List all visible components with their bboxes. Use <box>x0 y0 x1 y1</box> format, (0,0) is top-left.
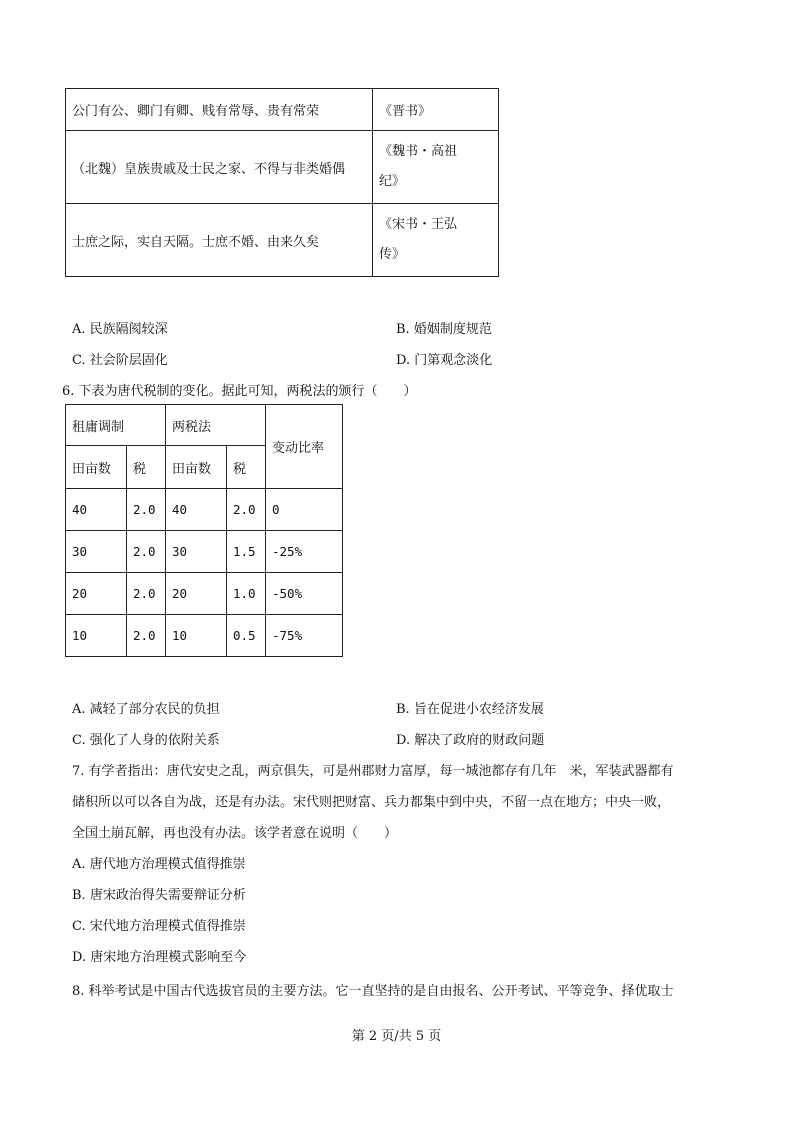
cell: 30 <box>66 531 127 573</box>
cell: 40 <box>66 489 127 531</box>
subheader-tax: 税 <box>227 446 266 489</box>
source-line: 纪》 <box>379 174 406 189</box>
q5-option-a[interactable]: A. 民族隔阂较深 <box>72 322 168 337</box>
cell: 40 <box>166 489 227 531</box>
source-line: 《宋书・王弘 <box>379 217 458 232</box>
cell: 2.0 <box>127 531 166 573</box>
source-table <box>65 88 499 277</box>
q5-option-b[interactable]: B. 婚姻制度规范 <box>396 322 492 337</box>
tax-table <box>65 404 343 657</box>
cell: 30 <box>166 531 227 573</box>
table-cell-source <box>373 204 499 277</box>
header-liangshui: 两税法 <box>166 405 266 446</box>
header-change: 变动比率 <box>266 405 343 489</box>
q5-option-d[interactable]: D. 门第观念淡化 <box>396 353 493 368</box>
cell: 10 <box>166 615 227 657</box>
q7-stem-line: 7. 有学者指出：唐代安史之乱，两京俱失，可是州郡财力富厚，每一城池都存有几年 米，军装武器都有 <box>72 764 674 779</box>
table-row <box>66 131 499 204</box>
cell: -25% <box>266 531 343 573</box>
cell: 1.5 <box>227 531 266 573</box>
q7-stem-line: 全国土崩瓦解，再也没有办法。该学者意在说明（ ） <box>72 826 398 841</box>
source-line: 传》 <box>379 247 406 262</box>
cell: 0 <box>266 489 343 531</box>
cell: 20 <box>66 573 127 615</box>
q8-stem-line: 8. 科举考试是中国古代选拔官员的主要方法。它一直坚持的是自由报名、公开考试、平等竞争、择优取士 <box>72 984 674 999</box>
table-row <box>66 573 343 615</box>
q6-option-d[interactable]: D. 解决了政府的财政问题 <box>396 733 545 748</box>
cell: 2.0 <box>127 489 166 531</box>
table-row <box>66 89 499 131</box>
cell: 0.5 <box>227 615 266 657</box>
table-cell-source: 《晋书》 <box>373 89 499 131</box>
table-cell-source <box>373 131 499 204</box>
cell: 2.0 <box>127 573 166 615</box>
q6-option-b[interactable]: B. 旨在促进小农经济发展 <box>396 702 544 717</box>
q7-option-b[interactable]: B. 唐宋政治得失需要辩证分析 <box>72 888 246 903</box>
q5-option-c[interactable]: C. 社会阶层固化 <box>72 353 168 368</box>
cell: -75% <box>266 615 343 657</box>
cell: 20 <box>166 573 227 615</box>
cell: 2.0 <box>127 615 166 657</box>
cell: 2.0 <box>227 489 266 531</box>
cell: 10 <box>66 615 127 657</box>
source-line: 《魏书・高祖 <box>379 144 458 159</box>
cell: -50% <box>266 573 343 615</box>
table-row <box>66 489 343 531</box>
table-row <box>66 204 499 277</box>
cell: 1.0 <box>227 573 266 615</box>
subheader-acres: 田亩数 <box>66 446 127 489</box>
q7-stem-line: 储积所以可以各自为战，还是有办法。宋代则把财富、兵力都集中到中央，不留一点在地方；中央一败， <box>72 795 671 810</box>
subheader-acres: 田亩数 <box>166 446 227 489</box>
q7-option-a[interactable]: A. 唐代地方治理模式值得推崇 <box>72 857 246 872</box>
table-header-row <box>66 405 343 446</box>
table-cell-text: （北魏）皇族贵戚及士民之家、不得与非类婚偶 <box>66 131 373 204</box>
q6-stem: 6. 下表为唐代税制的变化。据此可知，两税法的颁行（ ） <box>62 384 417 399</box>
header-zuyong: 租庸调制 <box>66 405 166 446</box>
subheader-tax: 税 <box>127 446 166 489</box>
q7-option-c[interactable]: C. 宋代地方治理模式值得推崇 <box>72 919 246 934</box>
q6-option-c[interactable]: C. 强化了人身的依附关系 <box>72 733 220 748</box>
q7-option-d[interactable]: D. 唐宋地方治理模式影响至今 <box>72 950 247 965</box>
q6-option-a[interactable]: A. 减轻了部分农民的负担 <box>72 702 220 717</box>
page-number: 第 2 页/共 5 页 <box>351 1029 442 1044</box>
table-row <box>66 615 343 657</box>
table-cell-text: 士庶之际，实自天隔。士庶不婚、由来久矣 <box>66 204 373 277</box>
table-row <box>66 531 343 573</box>
table-cell-text: 公门有公、卿门有卿、贱有常辱、贵有常荣 <box>66 89 373 131</box>
